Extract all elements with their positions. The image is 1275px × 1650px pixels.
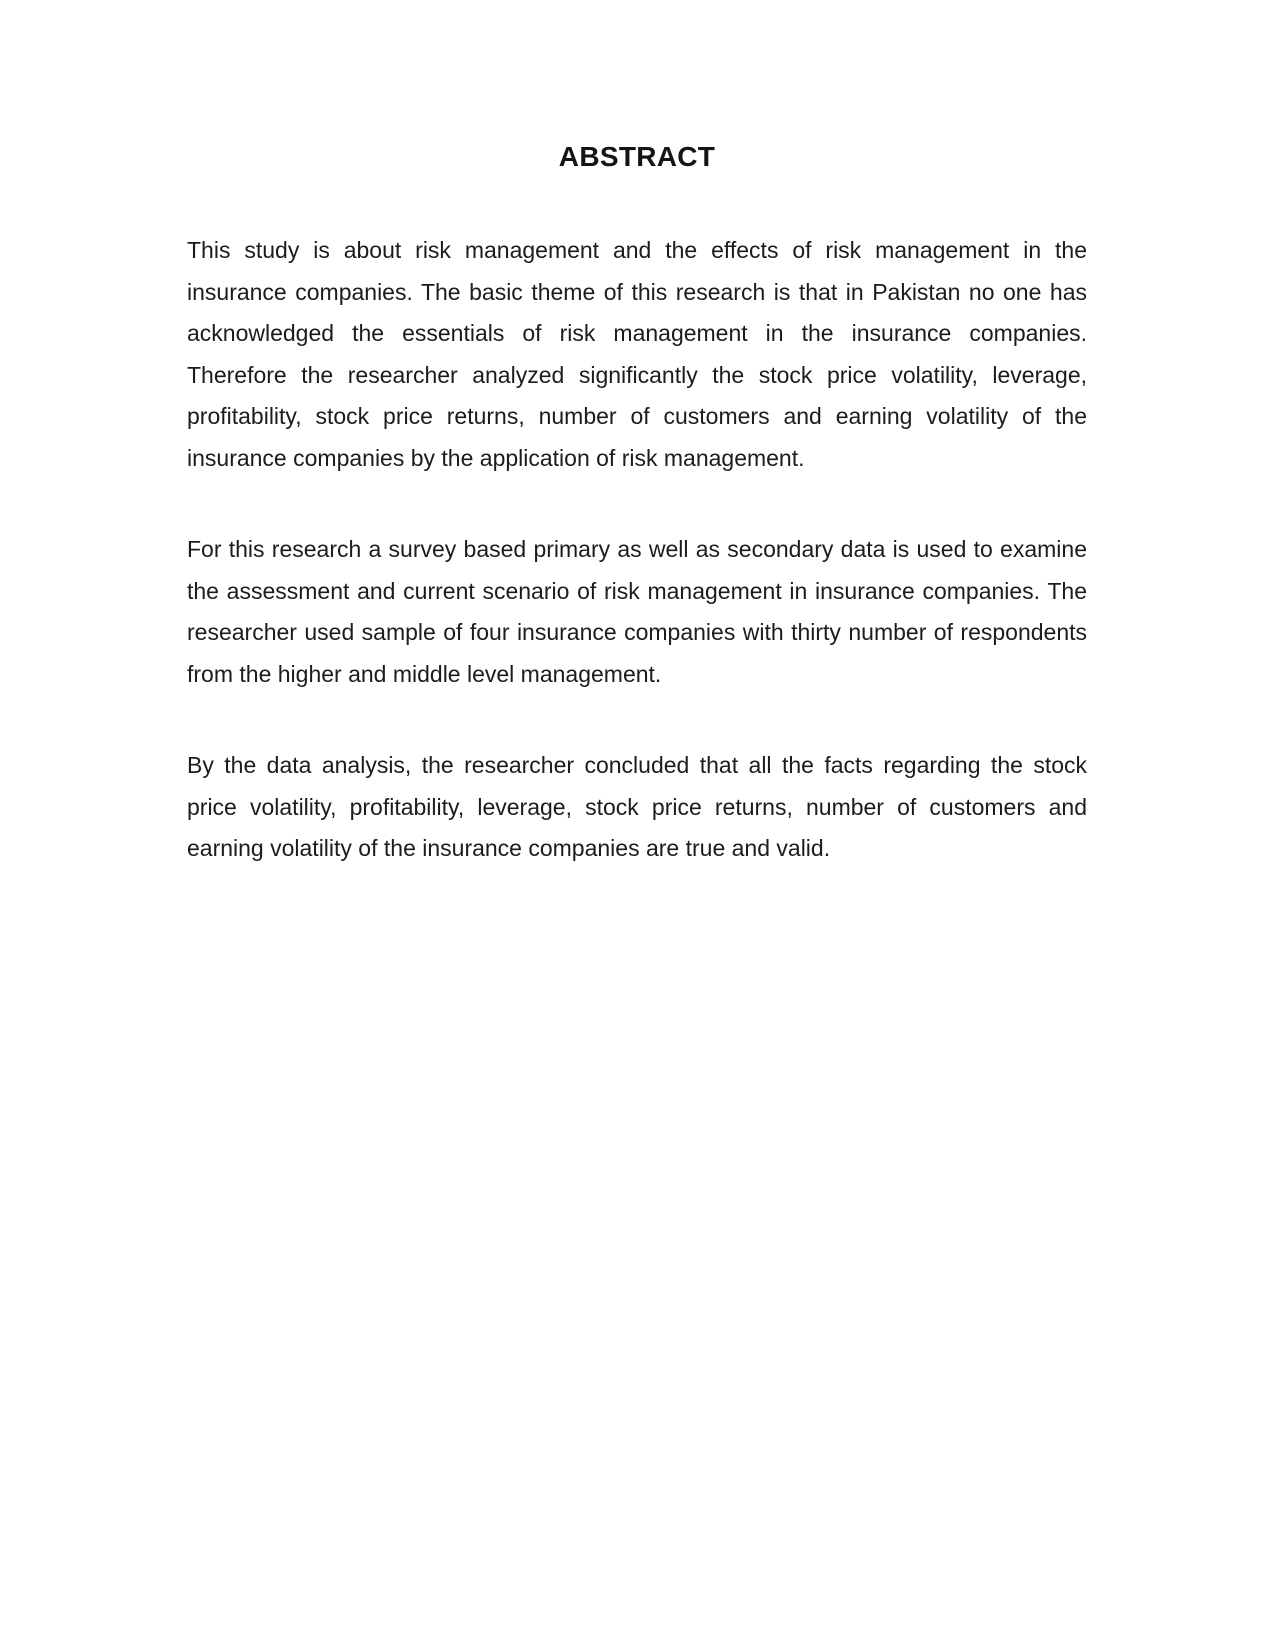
abstract-content xyxy=(187,140,1087,870)
abstract-paragraph-3: By the data analysis, the researcher concluded that all the facts regarding the stock price volatility, profitability, leverage, stock price returns, number of customers and earning volatility of the insurance companies are true and valid. xyxy=(187,752,1087,861)
abstract-paragraph-2: For this research a survey based primary as well as secondary data is used to examine the assessment and current scenario of risk management in insurance companies. The researcher used sample of four insurance companies with thirty number of respondents from the higher and middle level management. xyxy=(187,536,1087,687)
abstract-paragraph-1: This study is about risk management and the effects of risk management in the insurance companies. The basic theme of this research is that in Pakistan no one has acknowledged the essentials of risk management in the insurance companies. Therefore the researcher analyzed significantly the stock price volatility, leverage, profitability, stock price returns, number of customers and earning volatility of the insurance companies by the application of risk management. xyxy=(187,237,1087,471)
page-title: ABSTRACT xyxy=(558,141,716,172)
